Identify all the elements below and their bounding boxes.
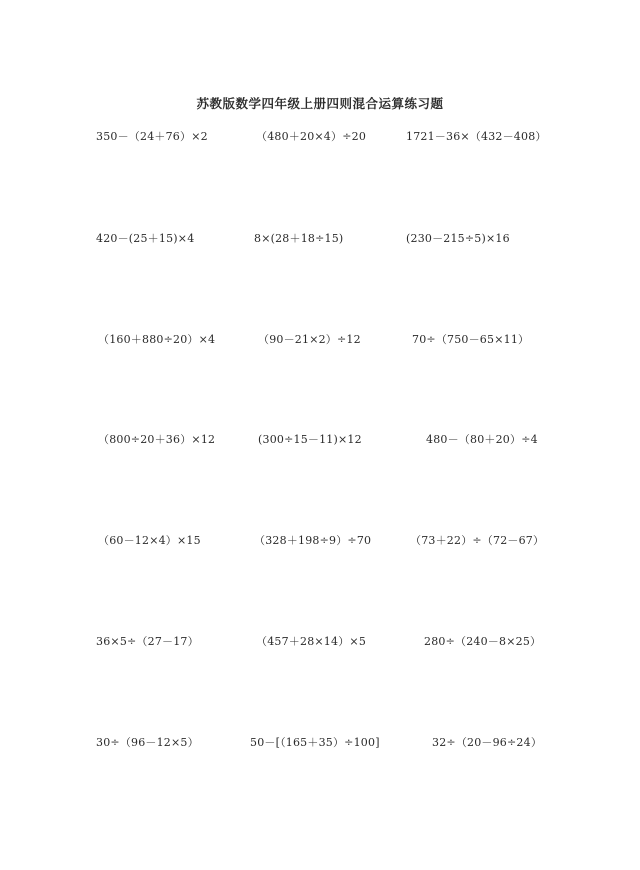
- problem-2-1: 420－(25＋15)×4: [96, 232, 195, 245]
- problem-6-2: （457＋28×14）×5: [256, 635, 367, 648]
- problem-1-3: 1721－36×（432－408）: [406, 130, 547, 143]
- problem-row-6: [0, 633, 640, 651]
- problem-row-5: [0, 532, 640, 550]
- problem-row-3: [0, 331, 640, 349]
- problem-7-3: 32÷（20－96÷24）: [432, 736, 543, 749]
- problem-5-3: （73＋22）÷（72－67）: [410, 534, 545, 547]
- problem-6-1: 36×5÷（27－17）: [96, 635, 199, 648]
- problem-4-1: （800÷20＋36）×12: [98, 433, 216, 446]
- page-title: 苏教版数学四年级上册四则混合运算练习题: [196, 96, 444, 111]
- problem-2-3: (230－215÷5)×16: [406, 232, 510, 245]
- problem-7-2: 50－[（165＋35）÷100]: [250, 736, 380, 749]
- problem-3-1: （160＋880÷20）×4: [98, 333, 216, 346]
- problem-7-1: 30÷（96－12×5）: [96, 736, 199, 749]
- problem-3-2: （90－21×2）÷12: [258, 333, 361, 346]
- problem-5-1: （60－12×4）×15: [98, 534, 201, 547]
- problem-row-1: [0, 128, 640, 146]
- problem-6-3: 280÷（240－8×25）: [424, 635, 542, 648]
- problem-1-1: 350－（24＋76）×2: [96, 130, 208, 143]
- problem-3-3: 70÷（750－65×11）: [412, 333, 530, 346]
- problem-2-2: 8×(28＋18÷15): [254, 232, 344, 245]
- problem-row-7: [0, 734, 640, 752]
- problem-1-2: （480＋20×4）÷20: [256, 130, 367, 143]
- problem-5-2: （328＋198÷9）÷70: [254, 534, 372, 547]
- problem-row-2: [0, 230, 640, 248]
- problem-4-3: 480－（80＋20）÷4: [426, 433, 538, 446]
- problem-4-2: (300÷15－11)×12: [258, 433, 362, 446]
- problem-row-4: [0, 431, 640, 449]
